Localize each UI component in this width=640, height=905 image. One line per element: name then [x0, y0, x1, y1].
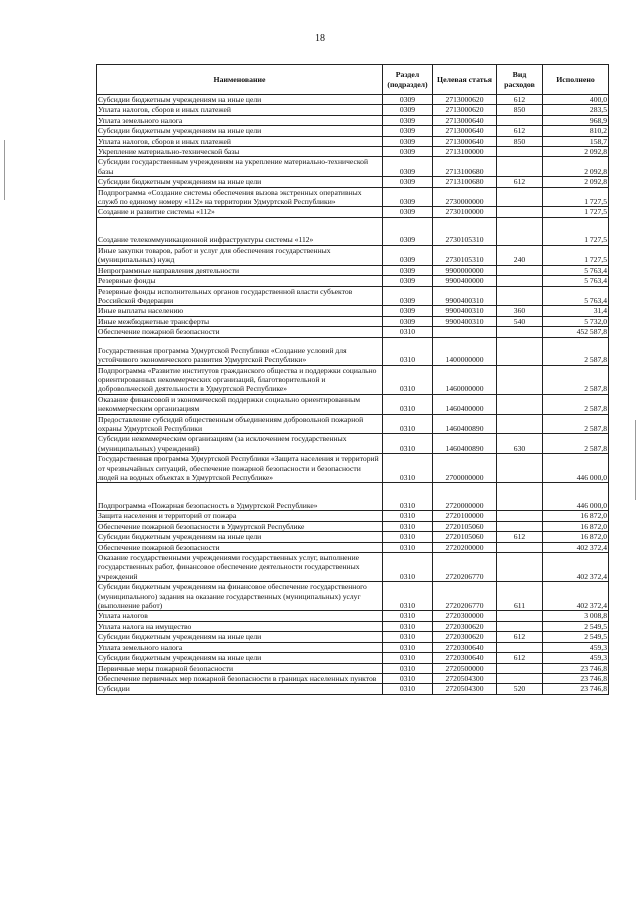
row-section-cell: 0309 — [383, 187, 433, 207]
row-target-cell: 2713000640 — [433, 126, 497, 136]
row-name-cell: Подпрограмма «Развитие институтов гражданского общества и поддержки социально ориентированных некоммерческих организаций, благотворительной и добровольческой деятельности в Удмуртской Республике» — [97, 365, 383, 394]
row-target-cell: 2720105060 — [433, 532, 497, 542]
row-expense-type-cell — [497, 147, 543, 157]
row-executed-cell: 452 587,8 — [543, 327, 609, 337]
table-row — [97, 521, 609, 531]
table-row — [97, 553, 609, 582]
table-row — [97, 207, 609, 217]
row-section-cell: 0310 — [383, 621, 433, 631]
row-executed-cell: 402 372,4 — [543, 542, 609, 552]
row-executed-cell: 2 092,8 — [543, 177, 609, 187]
row-executed-cell: 400,0 — [543, 95, 609, 105]
row-expense-type-cell — [497, 327, 543, 337]
header-section: Раздел (подраздел) — [383, 65, 433, 95]
row-target-cell: 2713100680 — [433, 177, 497, 187]
row-name-cell: Субсидии государственным учреждениям на укрепление материально-технической базы — [97, 157, 383, 177]
row-section-cell: 0310 — [383, 611, 433, 621]
row-name-cell: Уплата земельного налога — [97, 115, 383, 125]
row-expense-type-cell: 612 — [497, 532, 543, 542]
table-row — [97, 95, 609, 105]
row-expense-type-cell — [497, 187, 543, 207]
row-section-cell: 0309 — [383, 157, 433, 177]
row-name-cell: Субсидии — [97, 684, 383, 694]
header-executed: Исполнено — [543, 65, 609, 95]
row-expense-type-cell: 612 — [497, 95, 543, 105]
table-row — [97, 126, 609, 136]
row-target-cell: 2730105310 — [433, 245, 497, 265]
row-name-cell: Оказание государственными учреждениями государственных услуг, выполнение государственных работ, финансовое обеспечение деятельности государственных учреждений — [97, 553, 383, 582]
row-name-cell: Государственная программа Удмуртской Республики «Создание условий для устойчивого экономического развития Удмуртской Республики» — [97, 337, 383, 365]
row-executed-cell: 446 000,0 — [543, 483, 609, 511]
header-expense-type: Вид расходов — [497, 65, 543, 95]
row-section-cell: 0310 — [383, 327, 433, 337]
row-executed-cell: 1 727,5 — [543, 207, 609, 217]
row-name-cell: Создание телекоммуникационной инфраструктуры системы «112» — [97, 217, 383, 245]
row-executed-cell: 2 587,8 — [543, 394, 609, 414]
table-row — [97, 157, 609, 177]
table-row — [97, 542, 609, 552]
row-expense-type-cell — [497, 521, 543, 531]
row-section-cell: 0309 — [383, 276, 433, 286]
row-expense-type-cell: 850 — [497, 136, 543, 146]
row-target-cell — [433, 327, 497, 337]
row-name-cell: Субсидии бюджетным учреждениям на иные цели — [97, 126, 383, 136]
table-row — [97, 245, 609, 265]
table-row — [97, 337, 609, 365]
header-target: Целевая статья — [433, 65, 497, 95]
row-name-cell: Субсидии бюджетным учреждениям на иные цели — [97, 177, 383, 187]
row-section-cell: 0310 — [383, 553, 433, 582]
table-row — [97, 177, 609, 187]
row-expense-type-cell — [497, 217, 543, 245]
row-target-cell: 9900400310 — [433, 306, 497, 316]
row-section-cell: 0310 — [383, 454, 433, 483]
row-target-cell: 2713000620 — [433, 105, 497, 115]
row-target-cell: 2720206770 — [433, 553, 497, 582]
row-target-cell: 2700000000 — [433, 454, 497, 483]
row-expense-type-cell — [497, 207, 543, 217]
row-expense-type-cell — [497, 511, 543, 521]
row-name-cell: Обеспечение первичных мер пожарной безопасности в границах населенных пунктов — [97, 673, 383, 683]
row-executed-cell: 23 746,8 — [543, 663, 609, 673]
row-executed-cell: 2 587,8 — [543, 337, 609, 365]
row-name-cell: Уплата земельного налога — [97, 642, 383, 652]
row-expense-type-cell — [497, 337, 543, 365]
row-name-cell: Обеспечение пожарной безопасности в Удмуртской Республике — [97, 521, 383, 531]
row-target-cell: 2720100000 — [433, 511, 497, 521]
row-expense-type-cell: 540 — [497, 316, 543, 326]
row-name-cell: Первичные меры пожарной безопасности — [97, 663, 383, 673]
row-name-cell: Уплата налогов, сборов и иных платежей — [97, 105, 383, 115]
table-row — [97, 511, 609, 521]
row-executed-cell: 1 727,5 — [543, 217, 609, 245]
row-target-cell: 2720206770 — [433, 582, 497, 611]
row-executed-cell: 2 587,8 — [543, 365, 609, 394]
row-target-cell: 2720504300 — [433, 673, 497, 683]
row-name-cell: Субсидии бюджетным учреждениям на финансовое обеспечение государственного (муниципального) задания на оказание государственных (муниципальных) услуг (выполнение работ) — [97, 582, 383, 611]
row-section-cell: 0310 — [383, 521, 433, 531]
row-target-cell: 2713100680 — [433, 157, 497, 177]
row-executed-cell: 2 092,8 — [543, 147, 609, 157]
row-executed-cell: 5 763,4 — [543, 276, 609, 286]
row-section-cell: 0310 — [383, 653, 433, 663]
row-target-cell: 2713000640 — [433, 136, 497, 146]
row-executed-cell: 5 763,4 — [543, 286, 609, 306]
row-expense-type-cell — [497, 454, 543, 483]
row-section-cell: 0309 — [383, 115, 433, 125]
row-section-cell: 0310 — [383, 663, 433, 673]
row-section-cell: 0310 — [383, 542, 433, 552]
table-row — [97, 147, 609, 157]
row-target-cell: 9900000000 — [433, 265, 497, 275]
row-section-cell: 0309 — [383, 126, 433, 136]
row-target-cell: 9900400310 — [433, 316, 497, 326]
row-expense-type-cell — [497, 611, 543, 621]
row-expense-type-cell — [497, 621, 543, 631]
row-executed-cell: 402 372,4 — [543, 582, 609, 611]
table-row — [97, 621, 609, 631]
table-row — [97, 642, 609, 652]
row-executed-cell: 3 008,8 — [543, 611, 609, 621]
row-expense-type-cell — [497, 394, 543, 414]
row-name-cell: Субсидии бюджетным учреждениям на иные цели — [97, 532, 383, 542]
row-section-cell: 0310 — [383, 414, 433, 434]
row-expense-type-cell — [497, 553, 543, 582]
row-expense-type-cell: 611 — [497, 582, 543, 611]
row-expense-type-cell — [497, 642, 543, 652]
row-name-cell: Субсидии бюджетным учреждениям на иные цели — [97, 653, 383, 663]
row-executed-cell: 2 549,5 — [543, 621, 609, 631]
row-expense-type-cell — [497, 414, 543, 434]
table-row — [97, 414, 609, 434]
row-section-cell: 0310 — [383, 582, 433, 611]
row-name-cell: Иные выплаты населению — [97, 306, 383, 316]
row-expense-type-cell — [497, 276, 543, 286]
table-row — [97, 316, 609, 326]
row-name-cell: Субсидии бюджетным учреждениям на иные цели — [97, 95, 383, 105]
row-name-cell: Укрепление материально-технической базы — [97, 147, 383, 157]
row-executed-cell: 459,3 — [543, 642, 609, 652]
row-section-cell: 0309 — [383, 147, 433, 157]
row-name-cell: Резервные фонды исполнительных органов государственной власти субъектов Российской Федерации — [97, 286, 383, 306]
page-number: 18 — [315, 33, 325, 44]
table-row — [97, 136, 609, 146]
row-name-cell: Предоставление субсидий общественным объединениям добровольной пожарной охраны Удмуртской Республики — [97, 414, 383, 434]
table-row — [97, 394, 609, 414]
row-target-cell: 2730105310 — [433, 217, 497, 245]
row-executed-cell: 1 727,5 — [543, 187, 609, 207]
row-section-cell: 0310 — [383, 337, 433, 365]
row-expense-type-cell: 612 — [497, 177, 543, 187]
table-row — [97, 327, 609, 337]
table-row — [97, 483, 609, 511]
row-target-cell: 1460400890 — [433, 414, 497, 434]
row-name-cell: Иные межбюджетные трансферты — [97, 316, 383, 326]
row-expense-type-cell — [497, 157, 543, 177]
row-target-cell: 2730100000 — [433, 207, 497, 217]
row-executed-cell: 283,5 — [543, 105, 609, 115]
row-expense-type-cell — [497, 673, 543, 683]
row-target-cell: 2720300640 — [433, 653, 497, 663]
row-executed-cell: 16 872,0 — [543, 511, 609, 521]
row-target-cell: 2713100000 — [433, 147, 497, 157]
row-executed-cell: 402 372,4 — [543, 553, 609, 582]
scan-edge-mark — [635, 420, 636, 500]
row-section-cell: 0309 — [383, 286, 433, 306]
table-row — [97, 365, 609, 394]
row-name-cell: Оказание финансовой и экономической поддержки социально ориентированным некоммерческим организациям — [97, 394, 383, 414]
row-section-cell: 0310 — [383, 684, 433, 694]
row-executed-cell: 2 549,5 — [543, 632, 609, 642]
header-name: Наименование — [97, 65, 383, 95]
table-row — [97, 276, 609, 286]
table-row — [97, 663, 609, 673]
row-section-cell: 0310 — [383, 532, 433, 542]
row-expense-type-cell: 612 — [497, 653, 543, 663]
table-row — [97, 286, 609, 306]
row-expense-type-cell: 612 — [497, 126, 543, 136]
row-section-cell: 0309 — [383, 177, 433, 187]
row-section-cell: 0309 — [383, 245, 433, 265]
row-executed-cell: 446 000,0 — [543, 454, 609, 483]
row-section-cell: 0309 — [383, 105, 433, 115]
row-target-cell: 1460000000 — [433, 365, 497, 394]
row-name-cell: Создание и развитие системы «112» — [97, 207, 383, 217]
row-name-cell: Уплата налогов — [97, 611, 383, 621]
table-row — [97, 115, 609, 125]
table-row — [97, 454, 609, 483]
row-target-cell: 2713000620 — [433, 95, 497, 105]
row-section-cell: 0310 — [383, 511, 433, 521]
row-section-cell: 0310 — [383, 434, 433, 454]
row-name-cell: Государственная программа Удмуртской Республики «Защита населения и территорий от чрезвычайных ситуаций, обеспечение пожарной безопасности и безопасности людей на водных объектах в Удмуртской Республике» — [97, 454, 383, 483]
table-row — [97, 105, 609, 115]
row-name-cell: Обеспечение пожарной безопасности — [97, 327, 383, 337]
row-section-cell: 0310 — [383, 642, 433, 652]
row-section-cell: 0310 — [383, 632, 433, 642]
table-row — [97, 684, 609, 694]
row-target-cell: 1460400000 — [433, 394, 497, 414]
row-executed-cell: 5 732,0 — [543, 316, 609, 326]
row-expense-type-cell: 520 — [497, 684, 543, 694]
table-row — [97, 653, 609, 663]
row-executed-cell: 968,9 — [543, 115, 609, 125]
row-target-cell: 2720504300 — [433, 684, 497, 694]
row-executed-cell: 2 587,8 — [543, 434, 609, 454]
row-section-cell: 0310 — [383, 483, 433, 511]
row-section-cell: 0309 — [383, 136, 433, 146]
row-executed-cell: 2 587,8 — [543, 414, 609, 434]
row-name-cell: Уплата налога на имущество — [97, 621, 383, 631]
row-executed-cell: 158,7 — [543, 136, 609, 146]
row-executed-cell: 5 763,4 — [543, 265, 609, 275]
row-name-cell: Обеспечение пожарной безопасности — [97, 542, 383, 552]
row-name-cell: Подпрограмма «Пожарная безопасность в Удмуртской Республике» — [97, 483, 383, 511]
row-section-cell: 0310 — [383, 365, 433, 394]
row-name-cell: Уплата налогов, сборов и иных платежей — [97, 136, 383, 146]
row-name-cell: Непрограммные направления деятельности — [97, 265, 383, 275]
table-row — [97, 582, 609, 611]
table-row — [97, 611, 609, 621]
row-executed-cell: 31,4 — [543, 306, 609, 316]
row-expense-type-cell — [497, 115, 543, 125]
row-target-cell: 2720300640 — [433, 642, 497, 652]
row-name-cell: Субсидии некоммерческим организациям (за исключением государственных (муниципальных) учреждений) — [97, 434, 383, 454]
row-executed-cell: 23 746,8 — [543, 673, 609, 683]
row-expense-type-cell: 630 — [497, 434, 543, 454]
row-expense-type-cell: 360 — [497, 306, 543, 316]
row-expense-type-cell — [497, 286, 543, 306]
row-target-cell: 2720300620 — [433, 632, 497, 642]
row-target-cell: 9900400000 — [433, 276, 497, 286]
row-target-cell: 2720200000 — [433, 542, 497, 552]
row-executed-cell: 23 746,8 — [543, 684, 609, 694]
row-section-cell: 0309 — [383, 316, 433, 326]
row-executed-cell: 459,3 — [543, 653, 609, 663]
row-expense-type-cell — [497, 365, 543, 394]
row-executed-cell: 16 872,0 — [543, 532, 609, 542]
scan-edge-mark — [4, 140, 5, 200]
row-target-cell: 2720500000 — [433, 663, 497, 673]
row-target-cell: 2730000000 — [433, 187, 497, 207]
row-section-cell: 0310 — [383, 394, 433, 414]
row-target-cell: 2720300620 — [433, 621, 497, 631]
table-row — [97, 187, 609, 207]
row-expense-type-cell: 240 — [497, 245, 543, 265]
row-executed-cell: 810,2 — [543, 126, 609, 136]
row-section-cell: 0309 — [383, 306, 433, 316]
table-row — [97, 673, 609, 683]
row-target-cell: 2713000640 — [433, 115, 497, 125]
row-name-cell: Субсидии бюджетным учреждениям на иные цели — [97, 632, 383, 642]
row-name-cell: Защита населения и территорий от пожара — [97, 511, 383, 521]
row-expense-type-cell: 612 — [497, 632, 543, 642]
row-executed-cell: 16 872,0 — [543, 521, 609, 531]
row-name-cell: Резервные фонды — [97, 276, 383, 286]
row-target-cell: 2720105060 — [433, 521, 497, 531]
row-section-cell: 0309 — [383, 95, 433, 105]
row-name-cell: Иные закупки товаров, работ и услуг для обеспечения государственных (муниципальных) нужд — [97, 245, 383, 265]
row-executed-cell: 1 727,5 — [543, 245, 609, 265]
row-target-cell: 2720300000 — [433, 611, 497, 621]
row-target-cell: 9900400310 — [433, 286, 497, 306]
row-section-cell: 0310 — [383, 673, 433, 683]
table-row — [97, 217, 609, 245]
row-target-cell: 1460400890 — [433, 434, 497, 454]
row-expense-type-cell — [497, 542, 543, 552]
row-section-cell: 0309 — [383, 217, 433, 245]
table-row — [97, 434, 609, 454]
row-section-cell: 0309 — [383, 265, 433, 275]
row-expense-type-cell — [497, 663, 543, 673]
row-section-cell: 0309 — [383, 207, 433, 217]
row-expense-type-cell — [497, 483, 543, 511]
table-row — [97, 306, 609, 316]
table-row — [97, 632, 609, 642]
budget-table — [96, 64, 609, 695]
row-expense-type-cell: 850 — [497, 105, 543, 115]
row-executed-cell: 2 092,8 — [543, 157, 609, 177]
row-target-cell: 1400000000 — [433, 337, 497, 365]
table-row — [97, 265, 609, 275]
table-row — [97, 532, 609, 542]
row-target-cell: 2720000000 — [433, 483, 497, 511]
row-expense-type-cell — [497, 265, 543, 275]
row-name-cell: Подпрограмма «Создание системы обеспечения вызова экстренных оперативных служб по единому номеру «112» на территории Удмуртской Республики» — [97, 187, 383, 207]
table-header-row — [97, 65, 609, 95]
